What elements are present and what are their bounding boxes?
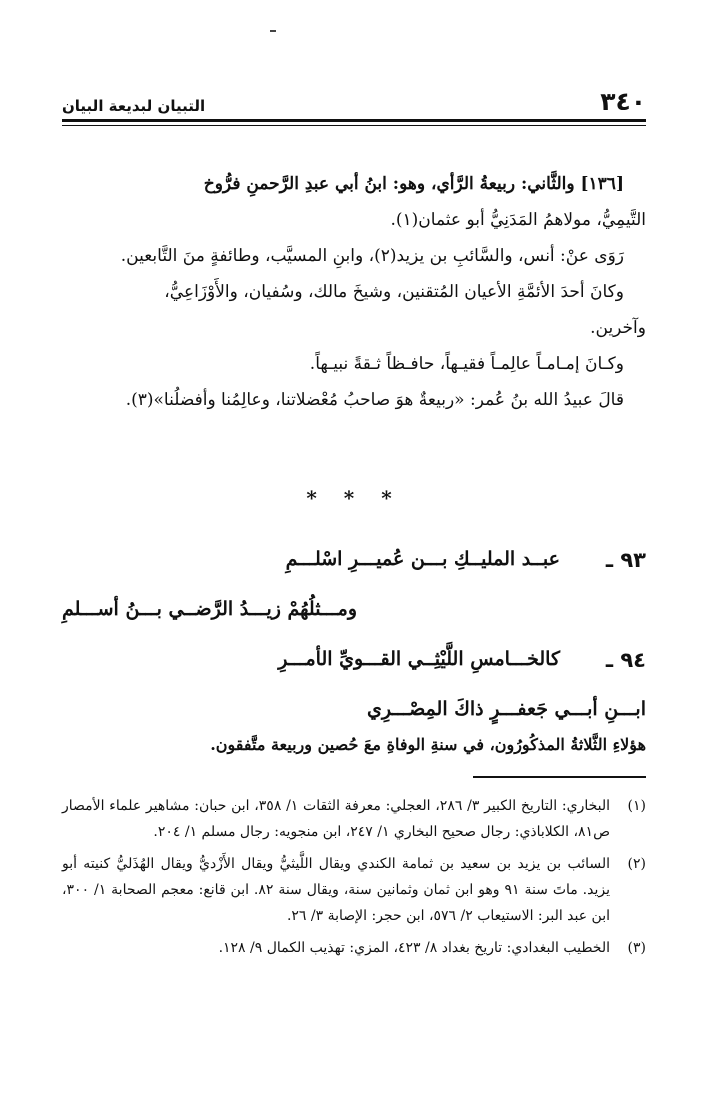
entry-heading: [١٣٦] والثَّاني: ربيعةُ الرَّأي، وهو: ابنُ أبي عبدِ الرَّحمنِ فرُّوخ: [203, 174, 624, 194]
narrated-from: رَوَى عنْ: أنس، والسَّائبِ بن يزيد(٢)، وابنِ المسيَّب، وطائفةٍ منَ التَّابعين.: [120, 246, 624, 266]
footnote-3: [62, 935, 646, 961]
verse-number: ٩٤ ـ: [605, 648, 646, 672]
book-page: [62, 0, 646, 1110]
footnote-number: (٢): [627, 856, 646, 872]
verse-text: ومـــثلُهُمْ زيـــدُ الرَّضــي بـــنُ أســـلمِ: [62, 598, 358, 620]
entry-body: [62, 166, 646, 418]
footnote-separator: [473, 776, 646, 778]
running-title: التبيان لبديعة البيان: [62, 97, 206, 115]
entry-heading-continuation: التَّيمِيُّ، مولاهمُ المَدَنِيُّ أبو عثمان(١).: [390, 210, 646, 230]
header-rule-thin: [62, 125, 646, 126]
verse-text: ابـــنِ أبـــي جَعفـــرٍ ذاكَ المِصْـــرِي: [367, 698, 646, 720]
page-header: [62, 84, 646, 114]
verse-line-93a: [62, 538, 646, 588]
page-number: ٣٤٠: [600, 87, 646, 116]
quote: قالَ عبيدُ الله بنُ عُمر: «ربيعةٌ هوَ صاحبُ مُعْضلاتنا، وعالِمُنا وأفضلُنا»(٣).: [125, 390, 624, 410]
footnotes: [62, 793, 646, 967]
footnote-text: السائب بن يزيد بن سعيد بن ثمامة الكندي ويقال اللَّيثيُّ ويقال الأَزْديُّ ويقال الهُذَليُّ كنيته أبو يزيد. ماتَ سنة ٩١ وهو ابن ثمان وثمانين سنة، ويقال سنة ٨٢. ابن قانع: معجم الصحابة ١/ ٣٠٠، ابن عبد البر: الاستيعاب ٢/ ٥٧٦، ابن حجر: الإصابة ٣/ ٢٦.: [62, 856, 610, 924]
footnote-text: الخطيب البغدادي: تاريخ بغداد ٨/ ٤٢٣، المزي: تهذيب الكمال ٩/ ١٢٨.: [218, 940, 610, 956]
was-among: وكانَ أحدَ الأئمَّةِ الأعيان المُتقنين، وشيخَ مالك، وسُفيان، والأَوْزَاعِيُّ،: [164, 282, 624, 302]
and-others: وآخرين.: [590, 318, 646, 338]
footnote-2: [62, 851, 646, 929]
description: وكـانَ إمـامـاً عالِمـاً فقيـهاً، حافـظاً ثـقةً نبيـهاً.: [309, 354, 624, 374]
footnote-1: [62, 793, 646, 845]
footnote-number: (٣): [627, 940, 646, 956]
verse-commentary: هؤلاءِ الثَّلاثةُ المذكُورُون، في سنةِ الوفاةِ معَ حُصين وربيعة متَّفقون.: [210, 735, 646, 754]
verse-number: ٩٣ ـ: [605, 548, 646, 572]
footnote-text: البخاري: التاريخ الكبير ٣/ ٢٨٦، العجلي: معرفة الثقات ١/ ٣٥٨، ابن حبان: مشاهير علماء الأمصار ص٨١، الكلاباذي: رجال صحيح البخاري ١/ ٢٤٧، ابن منجويه: رجال مسلم ١/ ٢٠٤.: [62, 798, 611, 840]
verse-line-94a: [62, 638, 646, 688]
verse-block: [62, 538, 646, 738]
section-divider: * * *: [306, 486, 402, 510]
footnote-number: (١): [627, 798, 646, 814]
header-rule-thick: [62, 119, 646, 122]
verse-line-93b: [62, 588, 646, 638]
verse-text: عبــد المليــكِ بـــن عُميـــرِ اسْلـــمِ: [285, 548, 560, 570]
verse-text: كالخـــامسِ اللَّيْثِــي القـــويِّ الأمـــرِ: [278, 648, 560, 670]
